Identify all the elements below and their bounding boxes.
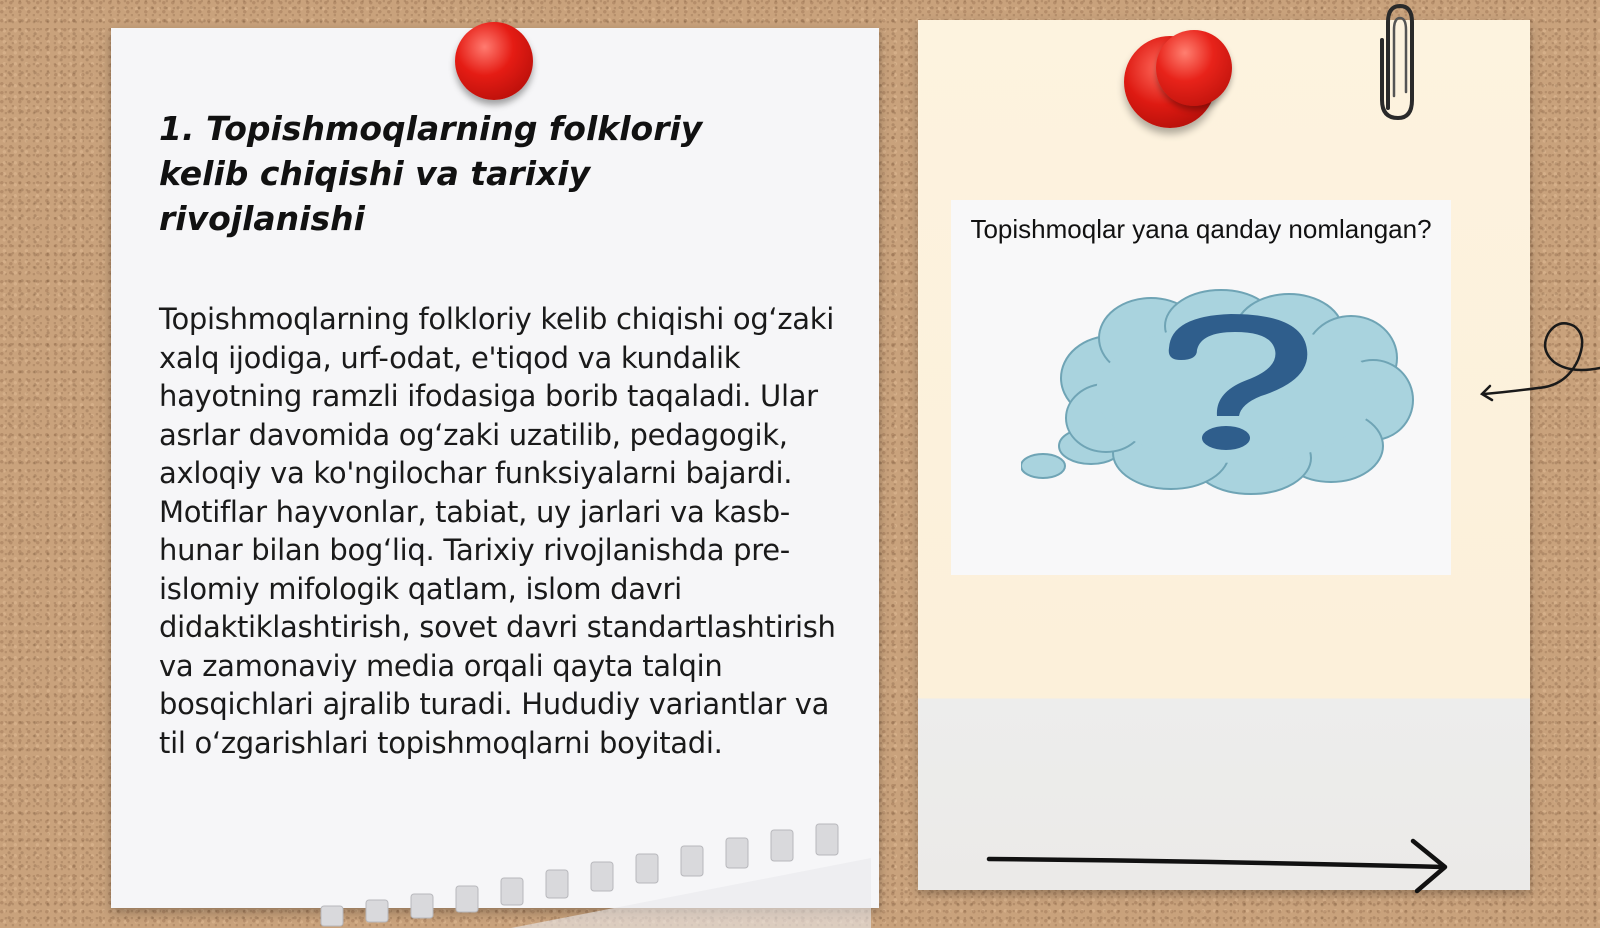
- image-caption: Topishmoqlar yana qanday nomlangan?: [970, 214, 1432, 244]
- doodle-squiggle-arrow-icon: [1478, 310, 1600, 410]
- torn-perforation-decoration: [311, 788, 871, 928]
- red-push-pin-icon: [455, 22, 533, 100]
- question-image-card: [951, 200, 1451, 575]
- card-title: 1. Topishmoqlarning folkloriy kelib chiqishi va tarixiy rivojlanishi: [159, 109, 703, 238]
- paperclip-icon: [1370, 0, 1420, 125]
- card-body-text: Topishmoqlarning folkloriy kelib chiqishi og‘zaki xalq ijodiga, urf-odat, e'tiqod va kundalik hayotning ramzli ifodasiga borib taqaladi. Ular asrlar davomida og‘zaki uzatilib, pedagogik, axloqiy va ko'ngilochar funksiyalarni bajardi. Motiflar hayvonlar, tabiat, uy jarlari va kasb-hunar bilan bog‘liq. Tarixiy rivojlanishda pre-islomiy mifologik qatlam, islom davri didaktiklashtirish, sovet davri standartlashtirish va zamonaviy media orqali qayta talqin bosqichlari ajralib turadi. Hududiy variantlar va til o‘zgarishlari topishmoqlarni boyitadi.: [159, 302, 836, 760]
- left-note-card: [111, 28, 879, 908]
- red-push-pin-icon: [1156, 30, 1232, 106]
- arrow-right-icon: [985, 835, 1455, 895]
- thought-cloud-question-icon: [1021, 288, 1421, 498]
